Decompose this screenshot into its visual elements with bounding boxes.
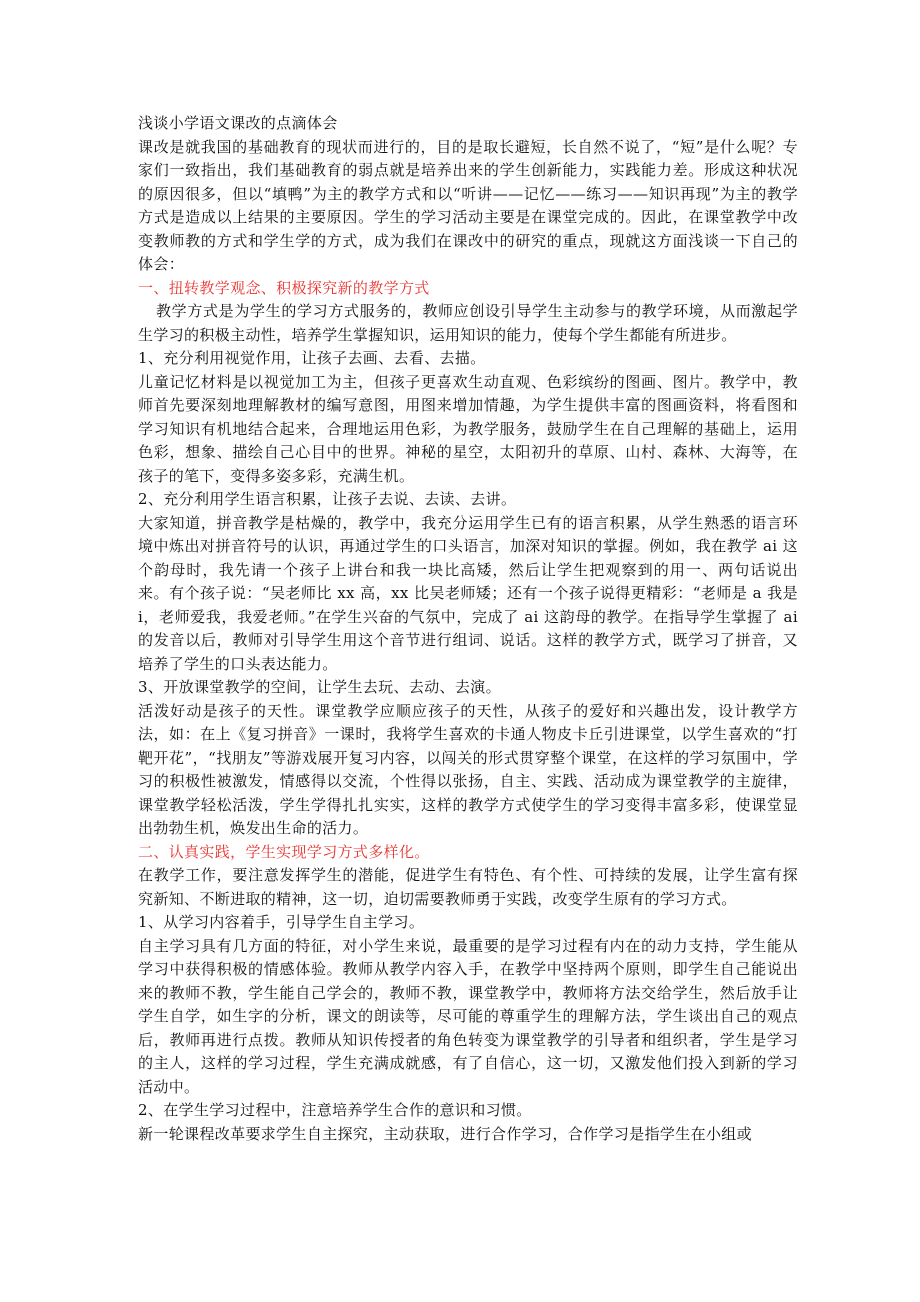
section-2-intro: 在教学工作，要注意发挥学生的潜能，促进学生有特色、有个性、可持续的发展，让学生富有探究新知、不断进取的精神，这一切，迫切需要教师勇于实践，改变学生原有的学习方式。 [138,866,798,908]
section-1-item-1-title: 1、充分利用视觉作用，让孩子去画、去看、去描。 [138,349,486,367]
section-2-item-2-title: 2、在学生学习过程中，注意培养学生合作的意识和习惯。 [138,1101,532,1119]
section-1-item-2-title: 2、充分利用学生语言积累，让孩子去说、去读、去讲。 [138,490,517,508]
intro-paragraph: 课改是就我国的基础教育的现状而进行的，目的是取长避短，长自然不说了，“短”是什么呢？专家们一致指出，我们基础教育的弱点就是培养出来的学生创新能力，实践能力差。形成这种状况的原因很多，但以“填鸭”为主的教学方式和以“听讲——记忆——练习——知识再现”为主的教学方式是造成以上结果的主要原因。学生的学习活动主要是在课堂完成的。因此，在课堂教学中改变教师教的方式和学生学的方式，成为我们在课改中的研究的重点，现就这方面浅谈一下自己的体会： [138,137,798,273]
document-title: 浅谈小学语文课改的点滴体会 [138,114,338,132]
section-1-item-3-body: 活泼好动是孩子的天性。课堂教学应顺应孩子的天性，从孩子的爱好和兴趣出发，设计教学方法，如：在上《复习拼音》一课时，我将学生喜欢的卡通人物皮卡丘引进课堂，以学生喜欢的“打靶开花”，“找朋友”等游戏展开复习内容，以闯关的形式贯穿整个课堂，在这样的学习氛围中，学习的积极性被激发，情感得以交流，个性得以张扬，自主、实践、活动成为课堂教学的主旋律，课堂教学轻松活泼，学生学得扎扎实实，这样的教学方式使学生的学习变得丰富多彩，使课堂显出勃勃生机，焕发出生命的活力。 [138,701,798,837]
section-1-item-2-body: 大家知道，拼音教学是枯燥的，教学中，我充分运用学生已有的语言积累，从学生熟悉的语言环境中炼出对拼音符号的认识，再通过学生的口头语言，加深对知识的掌握。例如，我在教学 ai 这个韵母时，我先请一个孩子上讲台和我一块比高矮，然后让学生把观察到的用一、两句话说出来。有个孩子说：“吴老师比 xx 高，xx 比吴老师矮；还有一个孩子说得更精彩：“老师是 a 我是 i，老师爱我，我爱老师。”在学生兴奋的气氛中，完成了 ai 这韵母的教学。在指导学生掌握了 ai 的发音以后，教师对引导学生用这个音节进行组词、说话。这样的教学方式，既学习了拼音，又培养了学生的口头表达能力。 [138,513,798,673]
section-1-heading: 一、扭转教学观念、积极探究新的教学方式 [138,278,430,297]
document-body [138,112,798,1146]
section-2-item-2-body: 新一轮课程改革要求学生自主探究，主动获取，进行合作学习，合作学习是指学生在小组或 [138,1124,753,1143]
section-1-intro: 教学方式是为学生的学习方式服务的，教师应创设引导学生主动参与的教学环境，从而激起学生学习的积极主动性，培养学生掌握知识，运用知识的能力，使每个学生都能有所进步。 [138,302,798,344]
section-1-item-1-body: 儿童记忆材料是以视觉加工为主，但孩子更喜欢生动直观、色彩缤纷的图画、图片。教学中，教师首先要深刻地理解教材的编写意图，用图来增加情趣，为学生提供丰富的图画资料，将看图和学习知识有机地结合起来，合理地运用色彩，为教学服务，鼓励学生在自己理解的基础上，运用色彩，想象、描绘自己心目中的世界。神秘的星空，太阳初升的草原、山村、森林、大海等，在孩子的笔下，变得多姿多彩，充满生机。 [138,372,798,485]
section-2-heading: 二、认真实践，学生实现学习方式多样化。 [138,842,430,861]
section-1-item-3-title: 3、开放课堂教学的空间，让学生去玩、去动、去演。 [138,678,501,696]
section-2-item-1-title: 1、从学习内容着手，引导学生自主学习。 [138,913,425,931]
section-2-item-1-body: 自主学习具有几方面的特征，对小学生来说，最重要的是学习过程有内在的动力支持，学生能从学习中获得积极的情感体验。教师从教学内容入手，在教学中坚持两个原则，即学生自己能说出来的教师不教，学生能自己学会的，教师不教，课堂教学中，教师将方法交给学生，然后放手让学生自学，如生字的分析，课文的朗读等，尽可能的尊重学生的理解方法，学生谈出自己的观点后，教师再进行点拨。教师从知识传授者的角色转变为课堂教学的引导者和组织者，学生是学习的主人，这样的学习过程，学生充满成就感，有了自信心，这一切，又激发他们投入到新的学习活动中。 [138,936,798,1096]
